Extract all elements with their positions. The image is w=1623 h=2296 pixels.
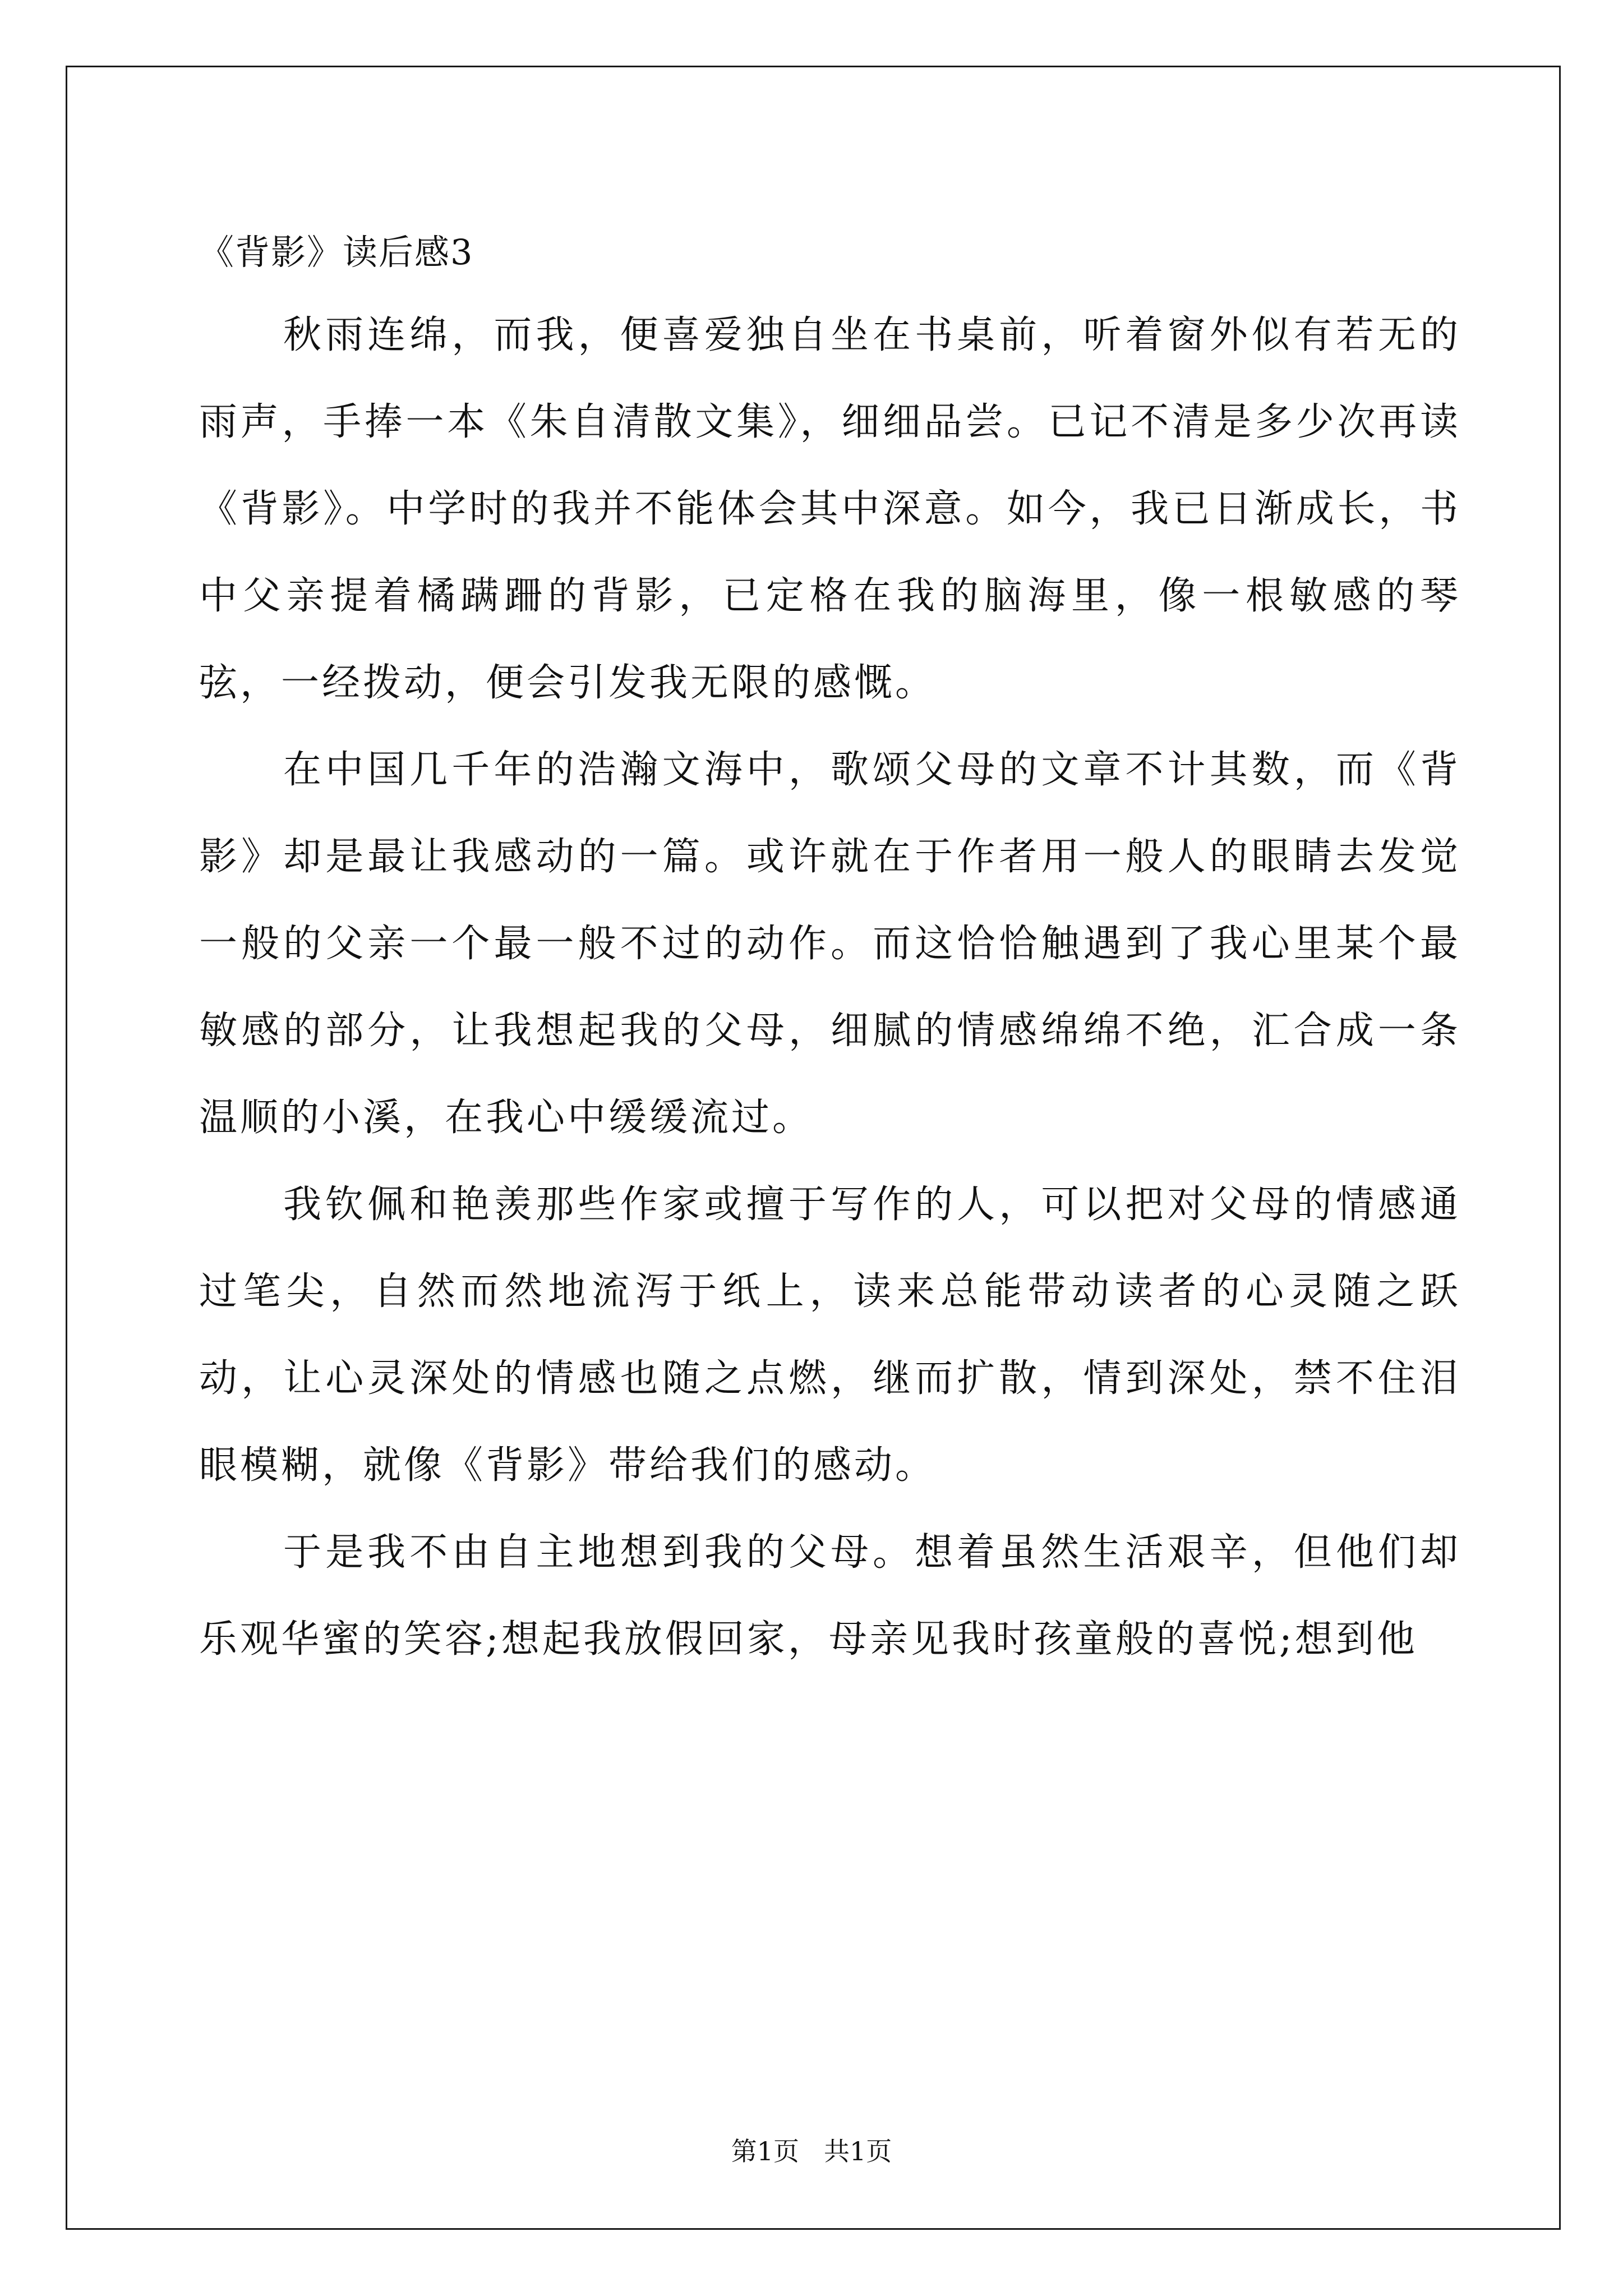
document-body: [199, 213, 1461, 1683]
paragraph-4: 于是我不由自主地想到我的父母。想着虽然生活艰辛，但他们却乐观华蜜的笑容;想起我放假回家，母亲见我时孩童般的喜悦;想到他: [199, 1530, 1461, 1662]
page-number: 第1页: [731, 2136, 800, 2166]
paragraph-3: 我钦佩和艳羡那些作家或擅于写作的人，可以把对父母的情感通过笔尖，自然而然地流泻于纸上，读来总能带动读者的心灵随之跃动，让心灵深处的情感也随之点燃，继而扩散，情到深处，禁不住泪眼模糊，就像《背影》带给我们的感动。: [199, 1182, 1461, 1488]
paragraph-2: 在中国几千年的浩瀚文海中，歌颂父母的文章不计其数，而《背影》却是最让我感动的一篇。或许就在于作者用一般人的眼睛去发觉一般的父亲一个最一般不过的动作。而这恰恰触遇到了我心里某个最敏感的部分，让我想起我的父母，细腻的情感绵绵不绝，汇合成一条温顺的小溪，在我心中缓缓流过。: [199, 748, 1461, 1140]
footer-separator: [799, 2136, 824, 2166]
page-footer: [0, 2134, 1623, 2168]
paragraph-1: 秋雨连绵，而我，便喜爱独自坐在书桌前，听着窗外似有若无的雨声，手捧一本《朱自清散文集》，细细品尝。已记不清是多少次再读《背影》。中学时的我并不能体会其中深意。如今，我已日渐成长，书中父亲提着橘蹒跚的背影，已定格在我的脑海里，像一根敏感的琴弦，一经拨动，便会引发我无限的感慨。: [199, 313, 1461, 705]
document-title: 《背影》读后感3: [199, 232, 474, 273]
page-total: 共1页: [823, 2136, 892, 2166]
